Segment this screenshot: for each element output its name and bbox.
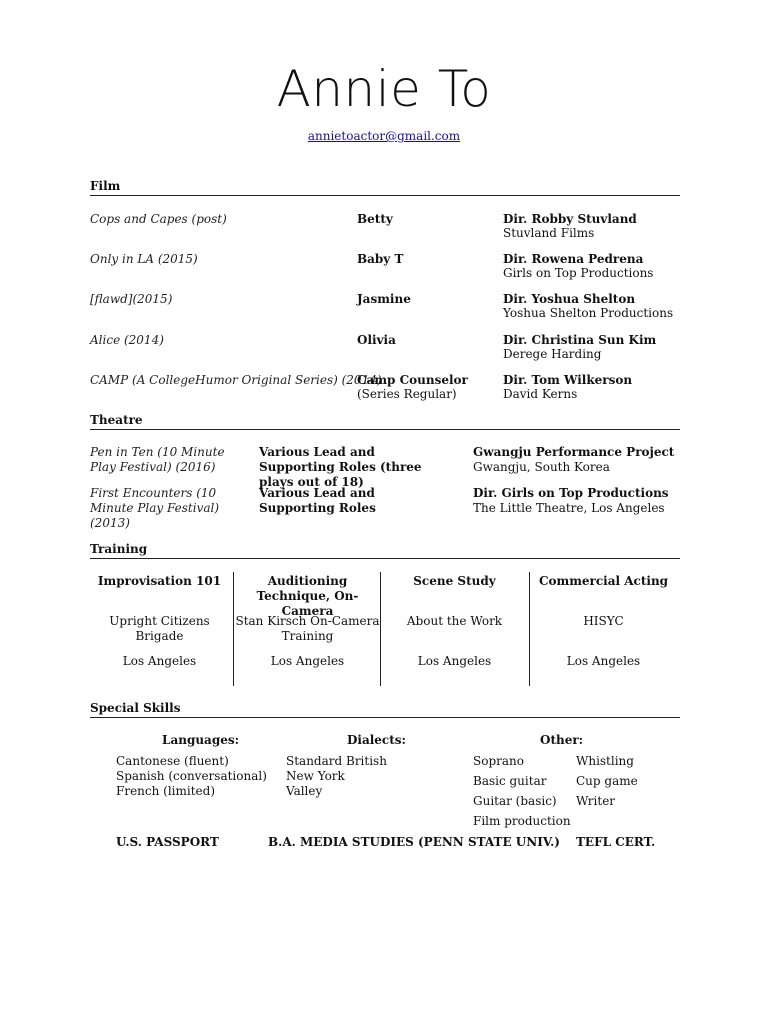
section-title-skills: Special Skills	[90, 701, 680, 718]
list-item: Soprano	[473, 754, 524, 768]
film-credits	[503, 252, 653, 280]
film-role-label: Jasmine	[357, 292, 411, 306]
list-item: Film production	[473, 814, 571, 828]
list-item: Writer	[576, 794, 616, 808]
theatre-location: Gwangju, South Korea	[473, 460, 610, 474]
film-row	[90, 292, 680, 332]
film-role-label: Baby T	[357, 252, 404, 266]
training-location: Los Angeles	[270, 654, 345, 668]
film-row	[90, 212, 680, 252]
film-director: Dir. Christina Sun Kim	[503, 333, 657, 347]
tefl-credential: TEFL CERT.	[576, 835, 656, 849]
training-course: Improvisation 101	[97, 574, 222, 588]
film-director: Dir. Robby Stuvland	[503, 212, 637, 226]
theatre-location: The Little Theatre, Los Angeles	[473, 501, 665, 515]
training-school: HISYC	[583, 614, 624, 628]
film-director: Dir. Rowena Pedrena	[503, 252, 644, 266]
theatre-title: Pen in Ten (10 Minute Play Festival) (2016)	[90, 445, 225, 474]
theatre-row	[90, 445, 680, 489]
resume-name: Annie To	[276, 60, 492, 118]
film-director: Dir. Yoshua Shelton	[503, 292, 636, 306]
training-course: Auditioning Technique, On-Camera	[256, 574, 359, 618]
film-role	[357, 333, 396, 347]
film-row	[90, 333, 680, 373]
film-company: David Kerns	[503, 387, 578, 401]
email-link[interactable]: annietoactor@gmail.com	[307, 129, 461, 143]
film-role-note: (Series Regular)	[357, 387, 457, 401]
training-location: Los Angeles	[566, 654, 641, 668]
film-credits	[503, 333, 656, 361]
list-item: New York	[286, 769, 345, 783]
training-course: Scene Study	[413, 574, 496, 588]
training-column	[86, 572, 233, 686]
training-column	[381, 572, 528, 686]
theatre-role: Various Lead and Supporting Roles (three plays out of 18)	[259, 445, 422, 489]
other-heading: Other:	[540, 733, 584, 747]
theatre-director: Dir. Girls on Top Productions	[473, 486, 669, 500]
theatre-role: Various Lead and Supporting Roles	[259, 486, 376, 515]
film-role-label: Camp Counselor	[357, 373, 468, 387]
list-item: Valley	[286, 784, 323, 798]
theatre-credits	[473, 445, 683, 475]
film-title: CAMP (A CollegeHumor Original Series) (2014)	[90, 373, 382, 387]
list-item: Cantonese (fluent)	[116, 754, 229, 768]
film-role	[357, 252, 403, 266]
film-row	[90, 252, 680, 292]
film-director: Dir. Tom Wilkerson	[503, 373, 633, 387]
film-credits	[503, 212, 637, 240]
training-column	[530, 572, 677, 686]
film-company: Derege Harding	[503, 347, 602, 361]
film-role	[357, 292, 411, 306]
dialects-list	[286, 754, 387, 799]
languages-heading: Languages:	[162, 733, 240, 747]
theatre-director: Gwangju Performance Project	[473, 445, 675, 459]
training-grid	[86, 572, 678, 686]
film-role	[357, 212, 393, 226]
film-title: [flawd](2015)	[90, 292, 173, 306]
email-line	[0, 129, 768, 143]
training-school: Upright Citizens Brigade	[109, 614, 210, 643]
list-item: Standard British	[286, 754, 387, 768]
list-item: Spanish (conversational)	[116, 769, 267, 783]
section-title-film: Film	[90, 179, 680, 196]
passport-credential: U.S. PASSPORT	[116, 835, 219, 849]
dialects-heading: Dialects:	[347, 733, 406, 747]
film-title: Only in LA (2015)	[90, 252, 198, 266]
training-location: Los Angeles	[122, 654, 197, 668]
film-title: Cops and Capes (post)	[90, 212, 227, 226]
training-location: Los Angeles	[417, 654, 492, 668]
film-company: Stuvland Films	[503, 226, 595, 240]
film-row	[90, 373, 680, 413]
other-skills-list	[473, 754, 571, 834]
list-item: Guitar (basic)	[473, 794, 557, 808]
other-skills-list-2	[576, 754, 638, 814]
film-company: Girls on Top Productions	[503, 266, 654, 280]
theatre-title: First Encounters (10 Minute Play Festival) (2013)	[90, 486, 220, 530]
film-credits	[503, 373, 632, 401]
section-title-training: Training	[90, 542, 680, 559]
film-credits	[503, 292, 673, 320]
list-item: Basic guitar	[473, 774, 547, 788]
degree-credential: B.A. MEDIA STUDIES (PENN STATE UNIV.)	[268, 835, 560, 849]
section-title-theatre: Theatre	[90, 413, 680, 430]
theatre-credits	[473, 486, 683, 516]
training-school: About the Work	[406, 614, 503, 628]
languages-list	[116, 754, 267, 799]
list-item: Whistling	[576, 754, 634, 768]
list-item: French (limited)	[116, 784, 216, 798]
training-column	[234, 572, 381, 686]
film-company: Yoshua Shelton Productions	[503, 306, 674, 320]
film-title: Alice (2014)	[90, 333, 164, 347]
list-item: Cup game	[576, 774, 638, 788]
film-role-label: Olivia	[357, 333, 396, 347]
film-role	[357, 373, 468, 401]
training-course: Commercial Acting	[538, 574, 669, 588]
film-role-label: Betty	[357, 212, 393, 226]
theatre-row	[90, 486, 680, 530]
training-school: Stan Kirsch On-Camera Training	[235, 614, 380, 643]
